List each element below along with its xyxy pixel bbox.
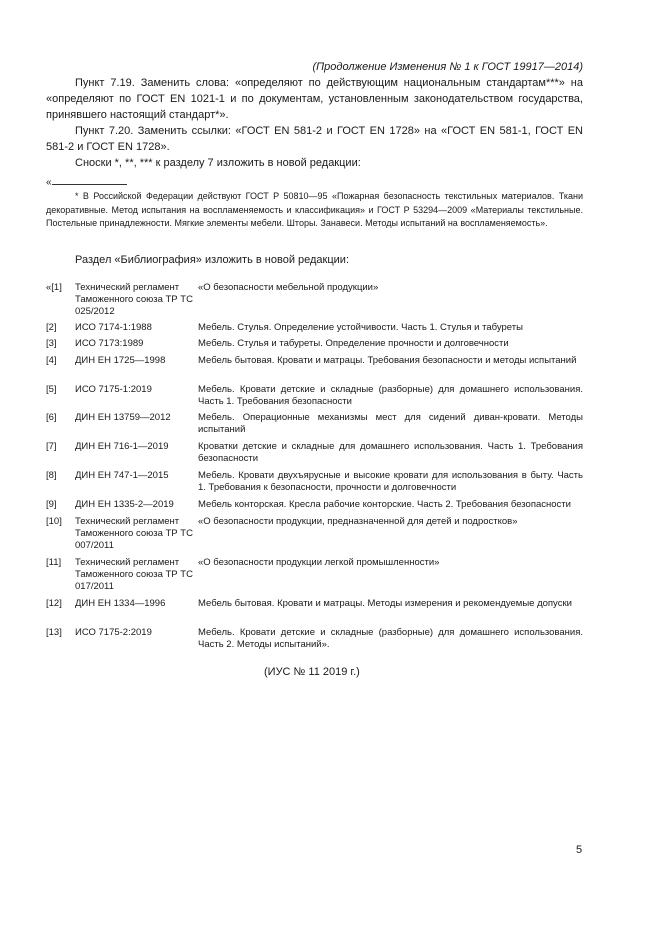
bib-num: [8] bbox=[46, 470, 57, 481]
page-number: 5 bbox=[576, 844, 583, 856]
bib-title: Мебель. Стулья и табуреты. Определение прочности и долговечности bbox=[198, 338, 509, 349]
paragraph-footnotes-intro: Сноски *, **, *** к разделу 7 изложить в новой редакции: bbox=[75, 157, 361, 169]
bib-title: «О безопасности продукции легкой промышленности» bbox=[198, 557, 440, 568]
bib-ref: ДИН ЕН 1725—1998 bbox=[75, 355, 166, 366]
footnote-rule bbox=[52, 184, 127, 185]
bib-title: Мебель. Кровати детские и складные (разборные) для домашнего использования. Часть 2. Методы испытаний». bbox=[198, 627, 583, 650]
bib-num: «[1] bbox=[46, 282, 62, 293]
bib-num: [3] bbox=[46, 338, 57, 349]
bibliography-intro: Раздел «Библиография» изложить в новой редакции: bbox=[75, 254, 350, 266]
bib-title: Мебель бытовая. Кровати и матрацы. Требования безопасности и методы испытаний bbox=[198, 355, 577, 366]
bib-ref: ДИН ЕН 747-1—2015 bbox=[75, 470, 169, 481]
footnote: * В Российской Федерации действуют ГОСТ Р 50810—95 «Пожарная безопасность текстильных материалов. Ткани декоративные. Метод испытания на воспламеняемость и классификация» и ГОСТ Р 53294—2009 «Материалы текстильные. Постельные принадлежности. Мягкие элементы мебели. Шторы. Занавеси. Методы испытаний на воспламеняемость». bbox=[46, 191, 583, 228]
bib-num: [9] bbox=[46, 499, 57, 510]
bib-title: Мебель бытовая. Кровати и матрацы. Методы измерения и рекомендуемые допуски bbox=[198, 598, 572, 609]
bib-ref: ДИН ЕН 1335-2—2019 bbox=[75, 499, 174, 510]
bib-num: [13] bbox=[46, 627, 62, 638]
bib-num: [2] bbox=[46, 322, 57, 333]
bib-num: [4] bbox=[46, 355, 57, 366]
paragraph-7-19: Пункт 7.19. Заменить слова: «определяют по действующим национальным стандартам***» на «определяют по ГОСТ EN 1021-1 и по документам, установленным законодательством государства, принявшего настоящий стандарт*». bbox=[46, 77, 583, 121]
bib-ref: Технический регламент Таможенного союза ТР ТС 007/2011 bbox=[75, 516, 193, 551]
bib-ref: ИСО 7174-1:1988 bbox=[75, 322, 152, 333]
bib-num: [7] bbox=[46, 441, 57, 452]
bib-num: [5] bbox=[46, 384, 57, 395]
bib-ref: ДИН ЕН 1334—1996 bbox=[75, 598, 166, 609]
quote-open: « bbox=[46, 177, 52, 188]
page-header: (Продолжение Изменения № 1 к ГОСТ 19917—2014) bbox=[312, 61, 583, 73]
bib-title: Кроватки детские и складные для домашнего использования. Часть 1. Требования безопасности bbox=[198, 441, 583, 464]
bib-num: [6] bbox=[46, 412, 57, 423]
bib-num: [12] bbox=[46, 598, 62, 609]
bib-title: Мебель. Кровати двухъярусные и высокие кровати для использования в быту. Часть 1. Требования к безопасности, прочности и долговечности bbox=[198, 470, 583, 493]
bib-ref: ИСО 7173:1989 bbox=[75, 338, 144, 349]
bib-num: [11] bbox=[46, 557, 62, 568]
paragraph-7-20: Пункт 7.20. Заменить ссылки: «ГОСТ EN 581-2 и ГОСТ EN 1728» на «ГОСТ EN 581-1, ГОСТ EN 581-2 и ГОСТ EN 1728». bbox=[46, 125, 583, 153]
bib-ref: Технический регламент Таможенного союза ТР ТС 025/2012 bbox=[75, 282, 193, 317]
bib-title: Мебель. Кровати детские и складные (разборные) для домашнего использования. Часть 1. Требования безопасности bbox=[198, 384, 583, 407]
bib-ref: ИСО 7175-2:2019 bbox=[75, 627, 152, 638]
bib-ref: ДИН ЕН 13759—2012 bbox=[75, 412, 171, 423]
ius-reference: (ИУС № 11 2019 г.) bbox=[264, 666, 360, 678]
bib-num: [10] bbox=[46, 516, 62, 527]
bib-title: «О безопасности продукции, предназначенной для детей и подростков» bbox=[198, 516, 518, 527]
bib-ref: ДИН ЕН 716-1—2019 bbox=[75, 441, 169, 452]
bib-ref: Технический регламент Таможенного союза ТР ТС 017/2011 bbox=[75, 557, 193, 592]
bib-ref: ИСО 7175-1:2019 bbox=[75, 384, 152, 395]
bib-title: Мебель конторская. Кресла рабочие конторские. Часть 2. Требования безопасности bbox=[198, 499, 571, 510]
bib-title: Мебель. Стулья. Определение устойчивости. Часть 1. Стулья и табуреты bbox=[198, 322, 523, 333]
bib-title: Мебель. Операционные механизмы мест для сидений диван-кровати. Методы испытаний bbox=[198, 412, 583, 435]
bib-title: «О безопасности мебельной продукции» bbox=[198, 282, 379, 293]
